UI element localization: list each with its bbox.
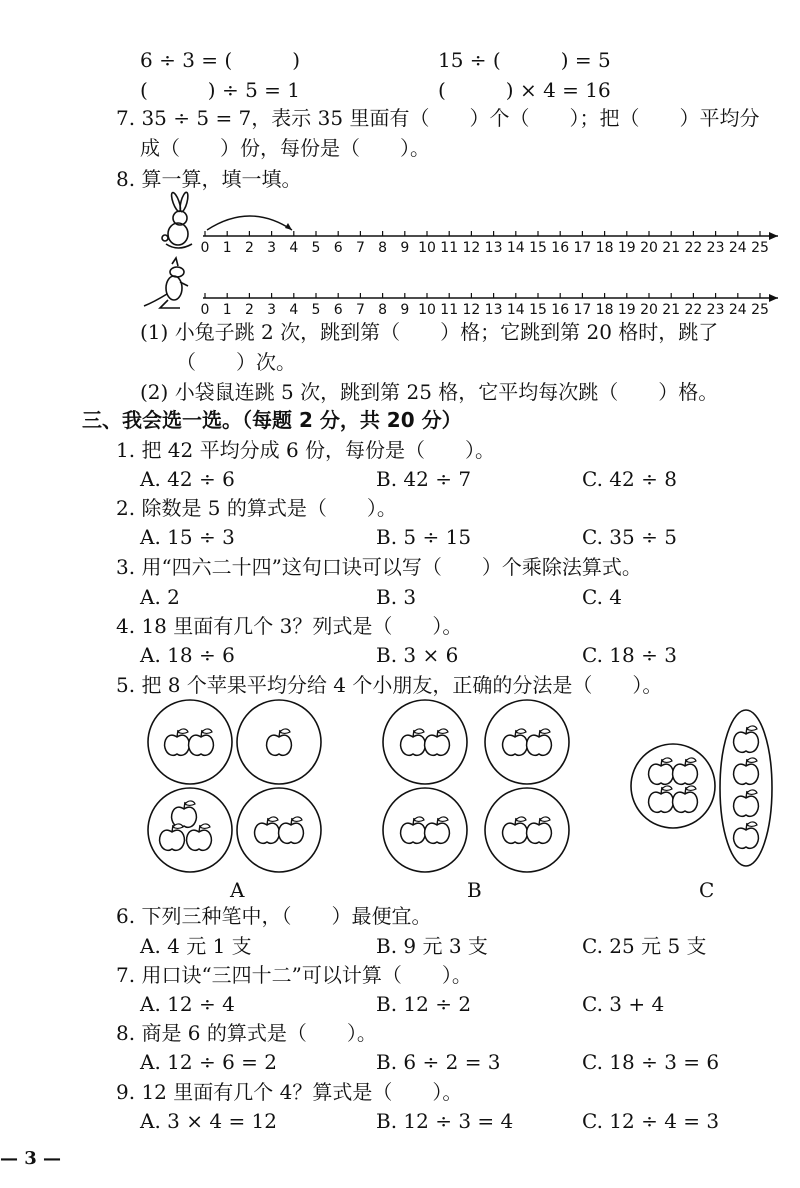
tick-label: 7 xyxy=(355,302,365,318)
line-15div: 15 ÷ ( ) = 5 xyxy=(438,48,611,72)
choice-q7-b: B. 12 ÷ 2 xyxy=(376,992,472,1016)
tick-label: 16 xyxy=(551,240,570,256)
tick-label: 0 xyxy=(200,240,210,256)
apple-icon xyxy=(649,758,674,784)
figure-label-a: A xyxy=(230,878,245,902)
choice-q9: 9. 12 里面有几个 4？算式是（ ）。 xyxy=(116,1080,463,1104)
choice-q5: 5. 把 8 个苹果平均分给 4 个小朋友，正确的分法是（ ）。 xyxy=(116,673,663,697)
tick-label: 17 xyxy=(573,240,592,256)
tick-label: 22 xyxy=(684,302,703,318)
tick-label: 5 xyxy=(311,302,321,318)
apple-icon xyxy=(527,817,552,843)
choice-q9-c: C. 12 ÷ 4 = 3 xyxy=(582,1109,720,1133)
tick-label: 19 xyxy=(617,240,636,256)
jump-arc xyxy=(207,216,292,230)
apple-icon xyxy=(267,729,292,755)
apple-figures xyxy=(0,700,800,870)
choice-q7-a: A. 12 ÷ 4 xyxy=(140,992,235,1016)
tick-label: 4 xyxy=(289,240,299,256)
tick-label: 5 xyxy=(311,240,321,256)
choice-q1-b: B. 42 ÷ 7 xyxy=(376,467,472,491)
tick-label: 3 xyxy=(267,302,277,318)
figure-label-c: C xyxy=(699,878,715,902)
tick-label: 11 xyxy=(440,302,459,318)
choice-q3-c: C. 4 xyxy=(582,585,623,609)
question-8-part1-line1: (1) 小兔子跳 2 次，跳到第（ ）格；它跳到第 20 格时，跳了 xyxy=(140,320,719,344)
apple-icon xyxy=(734,726,759,752)
tick-label: 6 xyxy=(333,302,343,318)
apple-icon xyxy=(187,824,212,850)
choice-q4-b: B. 3 × 6 xyxy=(376,643,459,667)
tick-label: 11 xyxy=(440,240,459,256)
tick-label: 13 xyxy=(484,240,503,256)
tick-label: 14 xyxy=(506,302,525,318)
choice-q1: 1. 把 42 平均分成 6 份，每份是（ ）。 xyxy=(116,438,496,462)
question-8-title: 8. 算一算，填一填。 xyxy=(116,167,302,191)
choice-q1-c: C. 42 ÷ 8 xyxy=(582,467,677,491)
choice-q4-a: A. 18 ÷ 6 xyxy=(140,643,235,667)
apple-icon xyxy=(734,822,759,848)
tick-label: 9 xyxy=(400,240,410,256)
choice-q4: 4. 18 里面有几个 3？列式是（ ）。 xyxy=(116,614,463,638)
tick-label: 16 xyxy=(551,302,570,318)
apple-icon xyxy=(503,729,528,755)
group-circle xyxy=(631,744,715,828)
choice-q7: 7. 用口诀“三四十二”可以计算（ ）。 xyxy=(116,963,472,987)
tick-label: 21 xyxy=(662,302,681,318)
choice-q9-b: B. 12 ÷ 3 = 4 xyxy=(376,1109,514,1133)
kangaroo-icon xyxy=(144,258,188,308)
apple-icon xyxy=(503,817,528,843)
number-lines xyxy=(0,190,800,330)
tick-label: 2 xyxy=(244,302,254,318)
apple-icon xyxy=(527,729,552,755)
apple-icon xyxy=(401,729,426,755)
tick-label: 8 xyxy=(378,240,388,256)
tick-label: 17 xyxy=(573,302,592,318)
tick-label: 12 xyxy=(462,302,481,318)
tick-label: 0 xyxy=(200,302,210,318)
apple-icon xyxy=(279,817,304,843)
tick-label: 3 xyxy=(267,240,277,256)
choice-q2: 2. 除数是 5 的算式是（ ）。 xyxy=(116,496,397,520)
question-7-line2: 成（ ）份，每份是（ ）。 xyxy=(140,136,430,160)
tick-label: 21 xyxy=(662,240,681,256)
choice-q6-a: A. 4 元 1 支 xyxy=(140,934,252,958)
tick-label: 25 xyxy=(751,302,769,318)
tick-label: 24 xyxy=(728,240,747,256)
tick-label: 24 xyxy=(728,302,747,318)
apple-icon xyxy=(673,758,698,784)
apple-icon xyxy=(734,790,759,816)
tick-label: 18 xyxy=(595,240,614,256)
tick-label: 9 xyxy=(400,302,410,318)
line-div5: ( ) ÷ 5 = 1 xyxy=(140,78,300,102)
tick-label: 18 xyxy=(595,302,614,318)
question-7-line1: 7. 35 ÷ 5 = 7，表示 35 里面有（ ）个（ ）；把（ ）平均分 xyxy=(116,106,760,130)
apple-icon xyxy=(172,801,197,827)
apple-icon xyxy=(189,729,214,755)
line-times4: ( ) × 4 = 16 xyxy=(438,78,611,102)
number-line-rabbit xyxy=(201,216,778,256)
tick-label: 15 xyxy=(529,302,547,318)
choice-q4-c: C. 18 ÷ 3 xyxy=(582,643,677,667)
tick-label: 20 xyxy=(640,240,658,256)
figure-label-b: B xyxy=(467,878,482,902)
choice-q2-b: B. 5 ÷ 15 xyxy=(376,525,472,549)
tick-label: 13 xyxy=(484,302,503,318)
choice-q2-a: A. 15 ÷ 3 xyxy=(140,525,235,549)
tick-label: 25 xyxy=(751,240,769,256)
tick-label: 7 xyxy=(355,240,365,256)
question-8-part1-line2: （ ）次。 xyxy=(176,350,296,374)
choice-q6-c: C. 25 元 5 支 xyxy=(582,934,707,958)
choice-q8-c: C. 18 ÷ 3 = 6 xyxy=(582,1050,720,1074)
choice-q6: 6. 下列三种笔中，（ ）最便宜。 xyxy=(116,904,432,928)
apple-icon xyxy=(673,786,698,812)
tick-label: 8 xyxy=(378,302,388,318)
choice-q8: 8. 商是 6 的算式是（ ）。 xyxy=(116,1021,377,1045)
tick-label: 19 xyxy=(617,302,636,318)
apple-icon xyxy=(425,817,450,843)
tick-label: 23 xyxy=(706,240,725,256)
tick-label: 10 xyxy=(418,302,436,318)
tick-label: 14 xyxy=(506,240,525,256)
choice-q1-a: A. 42 ÷ 6 xyxy=(140,467,235,491)
apple-icon xyxy=(649,786,674,812)
tick-label: 2 xyxy=(244,240,254,256)
choice-q3-a: A. 2 xyxy=(140,585,180,609)
choice-q8-a: A. 12 ÷ 6 = 2 xyxy=(140,1050,278,1074)
tick-label: 1 xyxy=(222,240,232,256)
section-3-title: 三、我会选一选。（每题 2 分，共 20 分） xyxy=(82,408,462,432)
choice-q7-c: C. 3 + 4 xyxy=(582,992,665,1016)
choice-q3: 3. 用“四六二十四”这句口诀可以写（ ）个乘除法算式。 xyxy=(116,555,642,579)
apple-icon xyxy=(401,817,426,843)
apple-icon xyxy=(734,758,759,784)
tick-label: 22 xyxy=(684,240,703,256)
tick-label: 10 xyxy=(418,240,436,256)
tick-label: 23 xyxy=(706,302,725,318)
choice-q9-a: A. 3 × 4 = 12 xyxy=(140,1109,278,1133)
apple-icon xyxy=(425,729,450,755)
choice-q2-c: C. 35 ÷ 5 xyxy=(582,525,677,549)
tick-label: 1 xyxy=(222,302,232,318)
tick-label: 15 xyxy=(529,240,547,256)
page-number: — 3 — xyxy=(0,1148,62,1169)
rabbit-icon xyxy=(162,192,192,248)
choice-q6-b: B. 9 元 3 支 xyxy=(376,934,488,958)
tick-label: 6 xyxy=(333,240,343,256)
line-6div3: 6 ÷ 3 = ( ) xyxy=(140,48,300,72)
apple-icon xyxy=(160,824,185,850)
apple-icon xyxy=(255,817,280,843)
apple-icon xyxy=(165,729,190,755)
tick-label: 12 xyxy=(462,240,481,256)
tick-label: 20 xyxy=(640,302,658,318)
number-line-kangaroo xyxy=(201,293,778,318)
tick-label: 4 xyxy=(289,302,299,318)
choice-q8-b: B. 6 ÷ 2 = 3 xyxy=(376,1050,501,1074)
choice-q3-b: B. 3 xyxy=(376,585,417,609)
question-8-part2: (2) 小袋鼠连跳 5 次，跳到第 25 格，它平均每次跳（ ）格。 xyxy=(140,380,719,404)
